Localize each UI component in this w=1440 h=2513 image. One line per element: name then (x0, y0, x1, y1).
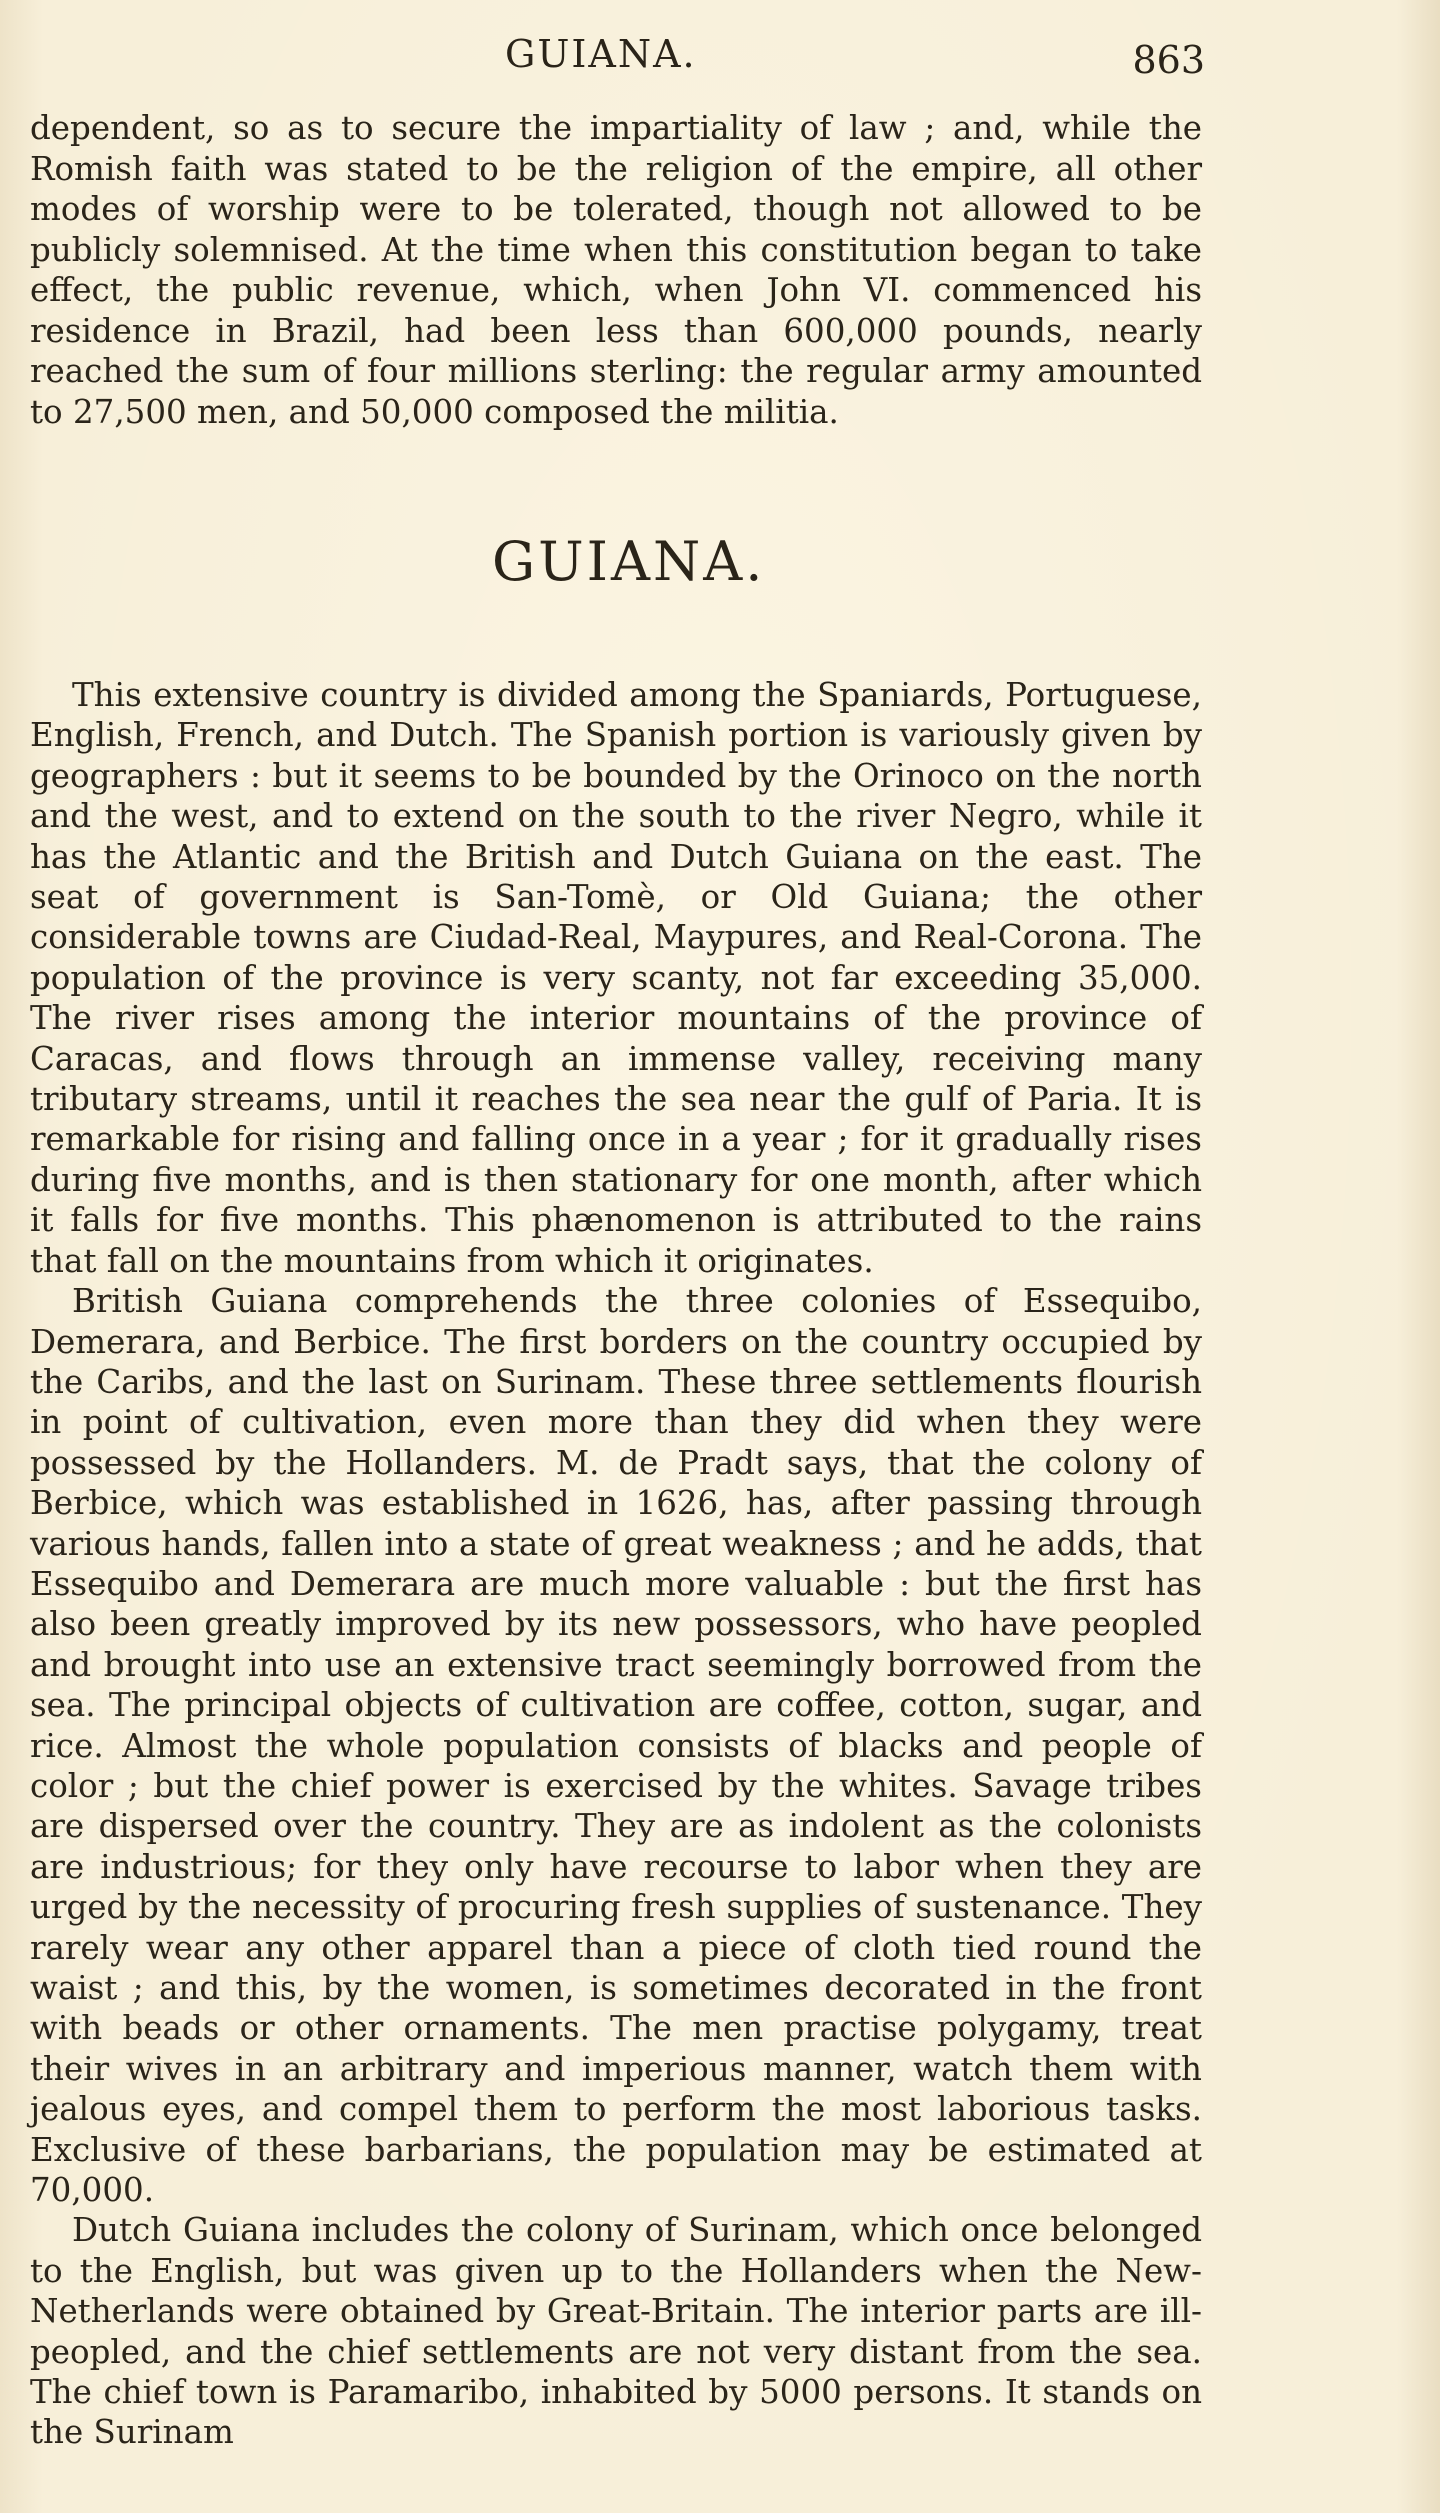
running-header (0, 32, 1440, 92)
section-body (30, 675, 1202, 2453)
continued-paragraph: dependent, so as to secure the impartiality of law ; and, while the Romish faith was stated to be the religion of the empire, all other modes of worship were to be tolerated, though not allowed to be publicly solemnised. At the time when this constitution began to take effect, the public revenue, which, when John VI. commenced his residence in Brazil, had been less than 600,000 pounds, nearly reached the sum of four millions sterling: the regular army amounted to 27,500 men, and 50,000 composed the militia. (30, 109, 1202, 431)
paragraph-dutch-guiana: Dutch Guiana includes the colony of Surinam, which once belonged to the English, but was given up to the Hollanders when the New-Netherlands were obtained by Great-Britain. The interior parts are ill-peopled, and the chief settlements are not very distant from the sea. The chief town is Paramaribo, inhabited by 5000 persons. It stands on the Surinam (30, 2211, 1202, 2452)
running-title: GUIANA. (505, 32, 697, 76)
page-number: 863 (1132, 38, 1205, 82)
section-heading-text: GUIANA. (492, 530, 766, 593)
paragraph-british-guiana: British Guiana comprehends the three colonies of Essequibo, Demerara, and Berbice. The first borders on the country occupied by the Caribs, and the last on Surinam. These three settlements flourish in point of cultivation, even more than they did when they were possessed by the Hollanders. M. de Pradt says, that the colony of Berbice, which was established in 1626, has, after passing through various hands, fallen into a state of great weakness ; and he adds, that Essequibo and Demerara are much more valuable : but the first has also been greatly improved by its new possessors, who have peopled and brought into use an extensive tract seemingly borrowed from the sea. The principal objects of cultivation are coffee, cotton, sugar, and rice. Almost the whole population consists of blacks and people of color ; but the chief power is exercised by the whites. Savage tribes are dispersed over the country. They are as indolent as the colonists are industrious; for they only have recourse to labor when they are urged by the necessity of procuring fresh supplies of sustenance. They rarely wear any other apparel than a piece of cloth tied round the waist ; and this, by the women, is sometimes decorated in the front with beads or other ornaments. The men practise polygamy, treat their wives in an arbitrary and imperious manner, watch them with jealous eyes, and compel them to perform the most laborious tasks. Exclusive of these barbarians, the population may be estimated at 70,000. (30, 1282, 1202, 2210)
paragraph-spanish-guiana: This extensive country is divided among the Spaniards, Portuguese, English, French, and Dutch. The Spanish portion is variously given by geographers : but it seems to be bounded by the Orinoco on the north and the west, and to extend on the south to the river Negro, while it has the Atlantic and the British and Dutch Guiana on the east. The seat of government is San-Tomè, or Old Guiana; the other considerable towns are Ciudad-Real, Maypures, and Real-Corona. The population of the province is very scanty, not far exceeding 35,000. The river rises among the interior mountains of the province of Caracas, and flows through an immense valley, receiving many tributary streams, until it reaches the sea near the gulf of Paria. It is remarkable for rising and falling once in a year ; for it gradually rises during five months, and is then stationary for one month, after which it falls for five months. This phænomenon is attributed to the rains that fall on the mountains from which it originates. (30, 676, 1202, 1280)
